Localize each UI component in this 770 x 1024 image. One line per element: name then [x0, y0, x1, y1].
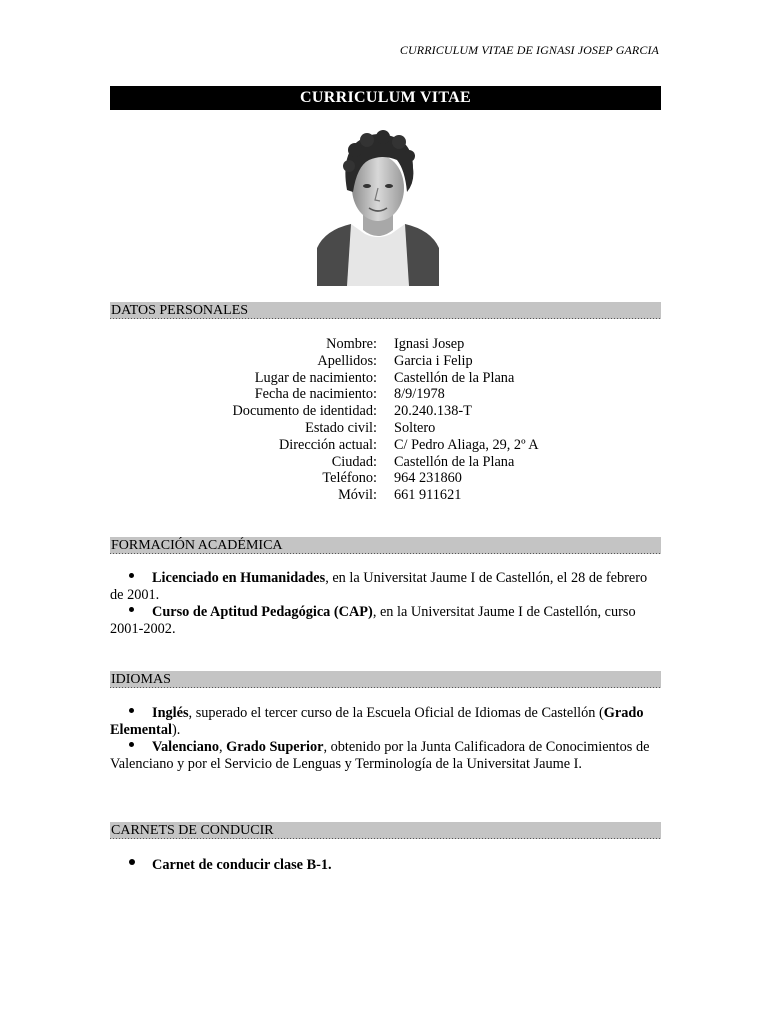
- item-text: ,: [219, 739, 227, 755]
- field-label: Dirección actual:: [278, 436, 377, 453]
- personal-data-table: [110, 336, 661, 504]
- field-value: 964 231860: [394, 470, 462, 487]
- item-bold: Grado Superior: [226, 739, 324, 755]
- list-item: [110, 570, 655, 604]
- table-row: [110, 454, 661, 471]
- section-heading-formacion: FORMACIÓN ACADÉMICA: [110, 537, 661, 554]
- field-label: Móvil:: [338, 487, 377, 504]
- table-row: [110, 420, 661, 437]
- field-value: Castellón de la Plana: [394, 369, 515, 386]
- field-value: Ignasi Josep: [394, 336, 465, 352]
- field-value: 20.240.138-T: [394, 403, 472, 420]
- field-label: Documento de identidad:: [232, 403, 377, 420]
- field-value: Castellón de la Plana: [394, 453, 515, 470]
- portrait-photo-icon: [317, 130, 439, 286]
- page-title: CURRICULUM VITAE: [110, 86, 661, 110]
- field-label: Ciudad:: [331, 453, 377, 470]
- item-text: , superado el tercer curso de la Escuela Oficial de Idiomas de Castellón (: [188, 705, 604, 721]
- list-item: [110, 604, 655, 638]
- list-item: [110, 857, 655, 874]
- table-row: [110, 336, 661, 353]
- field-label: Teléfono:: [322, 470, 377, 487]
- field-value: 8/9/1978: [394, 386, 445, 403]
- field-value: Garcia i Felip: [394, 352, 473, 369]
- field-label: Apellidos:: [317, 352, 377, 369]
- table-row: [110, 437, 661, 454]
- running-header: CURRICULUM VITAE DE IGNASI JOSEP GARCIA: [399, 43, 659, 57]
- item-bold: Grado Elemental: [110, 705, 644, 738]
- item-text: , obtenido por la Junta Calificadora de Conocimientos de Valenciano y por el Servicio de Lenguas y Terminología de la Universitat Jaume I.: [110, 739, 650, 772]
- item-bold: Inglés: [152, 705, 189, 721]
- item-text: ).: [171, 722, 181, 738]
- item-text: , en la Universitat Jaume I de Castellón, el 28 de febrero de 2001.: [110, 570, 648, 603]
- table-row: [110, 353, 661, 370]
- field-value: 661 911621: [394, 487, 462, 504]
- item-text: , en la Universitat Jaume I de Castellón, curso 2001-2002.: [110, 604, 636, 637]
- section-heading-carnets: CARNETS DE CONDUCIR: [110, 822, 661, 839]
- table-row: [110, 403, 661, 420]
- list-item: [110, 705, 655, 739]
- field-label: Nombre:: [326, 336, 377, 352]
- item-bold: Valenciano: [152, 739, 219, 755]
- item-bold: Licenciado en Humanidades: [152, 570, 326, 586]
- item-bold: Curso de Aptitud Pedagógica (CAP): [152, 604, 373, 620]
- table-row: [110, 470, 661, 487]
- field-value: C/ Pedro Aliaga, 29, 2º A: [394, 436, 539, 453]
- table-row: [110, 370, 661, 387]
- table-row: [110, 487, 661, 504]
- list-item: [110, 739, 655, 773]
- field-value: Soltero: [394, 419, 436, 436]
- item-bold: Carnet de conducir clase B-1.: [152, 857, 332, 873]
- section-heading-idiomas: IDIOMAS: [110, 671, 661, 688]
- field-label: Fecha de nacimiento:: [254, 386, 377, 403]
- field-label: Estado civil:: [305, 419, 377, 436]
- field-label: Lugar de nacimiento:: [254, 369, 377, 386]
- section-heading-datos: DATOS PERSONALES: [110, 302, 661, 319]
- table-row: [110, 386, 661, 403]
